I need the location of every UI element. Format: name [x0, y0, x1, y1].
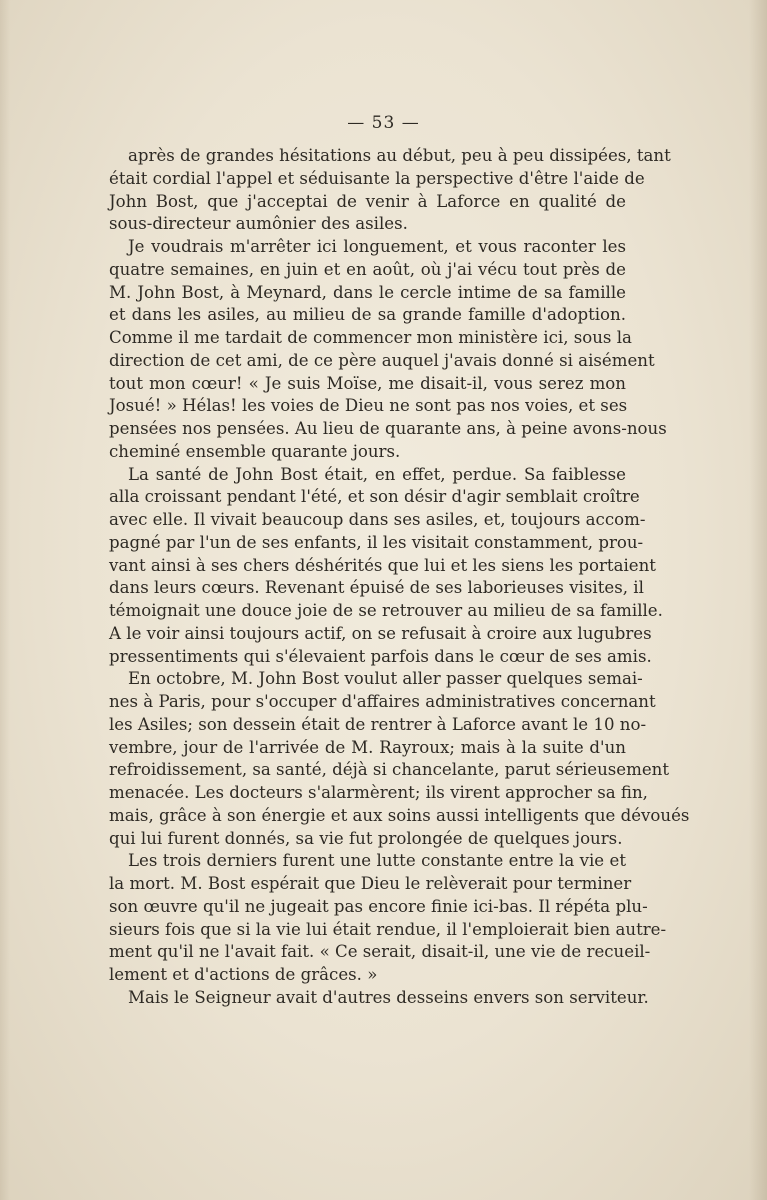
page-number: — 53 — — [347, 113, 420, 133]
text-line: avec elle. Il vivait beaucoup dans ses asiles, et, toujours accom- — [109, 510, 646, 529]
text-line: En octobre, M. John Bost voulut aller passer quelques semai- — [128, 669, 643, 689]
text-line: qui lui furent donnés, sa vie fut prolongée de quelques jours. — [109, 828, 623, 848]
text-line: sous-directeur aumônier des asiles. — [109, 214, 408, 234]
text-line: menacée. Les docteurs s'alarmèrent; ils virent approcher sa fin, — [109, 783, 648, 802]
text-line: lement et d'actions de grâces. » — [109, 965, 378, 984]
text-line: Josué! » Hélas! les voies de Dieu ne sont pas nos voies, et ses — [109, 396, 628, 416]
text-line: et dans les asiles, au milieu de sa grande famille d'adoption. — [109, 305, 626, 325]
text-line: mais, grâce à son énergie et aux soins aussi intelligents que dévoués — [109, 805, 690, 825]
text-line: Les trois derniers furent une lutte constante entre la vie et — [128, 851, 626, 871]
text-line: vant ainsi à ses chers déshérités que lui et les siens les portaient — [109, 555, 656, 575]
text-line: témoignait une douce joie de se retrouver au milieu de sa famille. — [109, 601, 663, 620]
text-line: pensées nos pensées. Au lieu de quarante ans, à peine avons-nous — [109, 419, 667, 438]
text-line: ment qu'il ne l'avait fait. « Ce serait, disait-il, une vie de recueil- — [109, 942, 651, 962]
paragraph — [109, 464, 663, 669]
paragraph — [109, 236, 667, 464]
text-line: direction de cet ami, de ce père auquel j'avais donné si aisément — [109, 350, 655, 370]
page-right-edge — [749, 0, 767, 1200]
text-line: refroidissement, sa santé, déjà si chancelante, parut sérieusement — [109, 760, 670, 780]
text-line: après de grandes hésitations au début, peu à peu dissipées, tant — [128, 146, 671, 165]
text-line: pressentiments qui s'élevaient parfois dans le cœur de ses amis. — [109, 646, 652, 666]
text-line: quatre semaines, en juin et en août, où j'ai vécu tout près de — [109, 259, 626, 279]
text-line: les Asiles; son dessein était de rentrer à Laforce avant le 10 no- — [109, 714, 647, 734]
text-line: alla croissant pendant l'été, et son désir d'agir semblait croître — [109, 487, 640, 507]
text-line: était cordial l'appel et séduisante la perspective d'être l'aide de — [109, 168, 645, 188]
text-line: pagné par l'un de ses enfants, il les visitait constamment, prou- — [109, 532, 644, 552]
text-line: Mais le Seigneur avait d'autres desseins envers son serviteur. — [128, 987, 649, 1007]
text-line: M. John Bost, à Meynard, dans le cercle intime de sa famille — [109, 282, 626, 302]
text-line: Comme il me tardait de commencer mon ministère ici, sous la — [109, 328, 632, 347]
text-line: tout mon cœur! « Je suis Moïse, me disait-il, vous serez mon — [109, 373, 626, 393]
text-line: son œuvre qu'il ne jugeait pas encore finie ici-bas. Il répéta plu- — [109, 896, 648, 916]
text-line: John Bost, que j'acceptai de venir à Laforce en qualité de — [109, 191, 626, 211]
text-line: nes à Paris, pour s'occuper d'affaires administratives concernant — [109, 692, 656, 711]
text-line: La santé de John Bost était, en effet, perdue. Sa faiblesse — [128, 464, 626, 484]
text-line: dans leurs cœurs. Revenant épuisé de ses laborieuses visites, il — [109, 578, 644, 598]
paragraph — [109, 987, 649, 1010]
text-line: cheminé ensemble quarante jours. — [109, 441, 401, 461]
paragraph — [109, 668, 690, 850]
paragraph — [109, 145, 671, 236]
paragraph — [109, 850, 667, 987]
text-line: sieurs fois que si la vie lui était rendue, il l'emploierait bien autre- — [109, 919, 667, 939]
text-line: A le voir ainsi toujours actif, on se refusait à croire aux lugubres — [109, 623, 652, 643]
page-left-edge — [0, 0, 10, 1200]
text-line: Je voudrais m'arrêter ici longuement, et vous raconter les — [128, 237, 626, 256]
text-line: vembre, jour de l'arrivée de M. Rayroux; mais à la suite d'un — [109, 737, 626, 757]
text-line: la mort. M. Bost espérait que Dieu le relèverait pour terminer — [109, 874, 632, 893]
body-text — [109, 145, 690, 1010]
